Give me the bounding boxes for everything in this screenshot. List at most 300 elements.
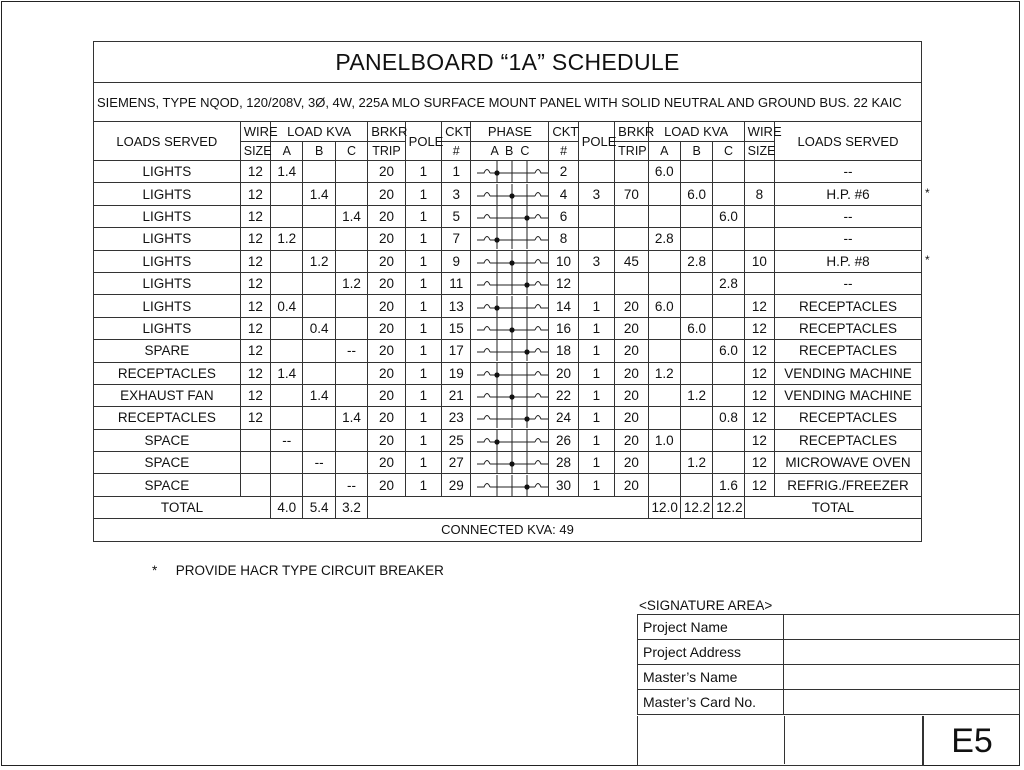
- circuit-row: [94, 228, 922, 250]
- left-wire-cell: 12: [240, 362, 270, 384]
- right-load-cell: RECEPTACLES: [775, 429, 922, 451]
- phase-diagram-cell: [471, 161, 549, 183]
- right-load-cell: RECEPTACLES: [775, 295, 922, 317]
- right-kva-a-cell: [648, 384, 680, 406]
- left-kva-a-cell: 1.4: [271, 362, 303, 384]
- phase-connection-icon: [474, 475, 551, 496]
- right-trip-cell: 20: [615, 474, 648, 496]
- right-pole-cell: [578, 272, 614, 294]
- right-wire-cell: [744, 205, 774, 227]
- right-ckt-cell: 24: [549, 407, 578, 429]
- circuit-row: [94, 384, 922, 406]
- header-load-kva-right: LOAD KVA: [648, 122, 744, 142]
- right-kva-a-cell: [648, 407, 680, 429]
- left-kva-a-cell: [271, 452, 303, 474]
- circuit-row: [94, 362, 922, 384]
- left-pole-cell: 1: [405, 317, 441, 339]
- left-kva-c-cell: [335, 161, 367, 183]
- phase-connection-icon: [474, 206, 551, 227]
- left-pole-cell: 1: [405, 362, 441, 384]
- left-wire-cell: 12: [240, 407, 270, 429]
- totals-spacer: [368, 496, 648, 518]
- right-wire-cell: 12: [744, 362, 774, 384]
- left-kva-a-cell: [271, 340, 303, 362]
- right-kva-c-cell: [713, 429, 744, 451]
- left-load-cell: LIGHTS: [94, 272, 241, 294]
- left-ckt-cell: 3: [442, 183, 471, 205]
- signature-area-title: <SIGNATURE AREA>: [639, 598, 773, 613]
- right-kva-a-cell: [648, 474, 680, 496]
- right-ckt-cell: 2: [549, 161, 578, 183]
- right-kva-c-cell: [713, 317, 744, 339]
- left-kva-a-cell: [271, 205, 303, 227]
- phase-diagram-cell: [471, 205, 549, 227]
- right-pole-cell: 3: [578, 183, 614, 205]
- footnote-mark: *: [152, 563, 158, 578]
- phase-connection-icon: [474, 184, 551, 205]
- left-pole-cell: 1: [405, 429, 441, 451]
- right-load-cell: RECEPTACLES: [775, 317, 922, 339]
- right-ckt-cell: 6: [549, 205, 578, 227]
- right-wire-cell: 12: [744, 452, 774, 474]
- circuit-row: [94, 272, 922, 294]
- left-load-cell: RECEPTACLES: [94, 407, 241, 429]
- phase-connection-icon: [474, 385, 551, 406]
- hacr-note-mark: *: [925, 253, 930, 268]
- right-kva-c-cell: [713, 295, 744, 317]
- left-trip-cell: 20: [368, 228, 405, 250]
- left-pole-cell: 1: [405, 452, 441, 474]
- signature-field-value[interactable]: [784, 640, 1020, 665]
- right-kva-b-cell: [680, 228, 712, 250]
- phase-connection-icon: [474, 452, 551, 473]
- right-kva-b-cell: [680, 429, 712, 451]
- right-wire-cell: [744, 161, 774, 183]
- left-load-cell: SPARE: [94, 340, 241, 362]
- right-load-cell: REFRIG./FREEZER: [775, 474, 922, 496]
- right-trip-cell: [615, 161, 648, 183]
- left-wire-cell: 12: [240, 340, 270, 362]
- left-wire-cell: 12: [240, 161, 270, 183]
- signature-field-label: Master’s Name: [638, 665, 784, 690]
- right-load-cell: --: [775, 272, 922, 294]
- left-wire-cell: [240, 429, 270, 451]
- phase-diagram-cell: [471, 295, 549, 317]
- signature-box: [637, 716, 923, 766]
- right-kva-a-cell: [648, 317, 680, 339]
- left-load-cell: EXHAUST FAN: [94, 384, 241, 406]
- signature-table: [637, 614, 1020, 715]
- left-pole-cell: 1: [405, 272, 441, 294]
- connected-kva: CONNECTED KVA: 49: [94, 519, 922, 541]
- header-load-kva-left: LOAD KVA: [271, 122, 368, 142]
- left-ckt-cell: 19: [442, 362, 471, 384]
- left-kva-a-cell: [271, 317, 303, 339]
- right-kva-a-cell: 6.0: [648, 295, 680, 317]
- left-kva-a-cell: [271, 384, 303, 406]
- left-kva-a-cell: [271, 474, 303, 496]
- right-wire-cell: 12: [744, 317, 774, 339]
- total-label-left: TOTAL: [94, 496, 271, 518]
- right-ckt-cell: 18: [549, 340, 578, 362]
- total-label-right: TOTAL: [744, 496, 921, 518]
- right-load-cell: RECEPTACLES: [775, 407, 922, 429]
- left-kva-b-cell: [303, 340, 335, 362]
- left-kva-c-cell: [335, 295, 367, 317]
- header-c-left: C: [335, 142, 367, 161]
- left-trip-cell: 20: [368, 407, 405, 429]
- footnote-text: PROVIDE HACR TYPE CIRCUIT BREAKER: [175, 563, 444, 578]
- left-wire-cell: 12: [240, 295, 270, 317]
- right-kva-a-cell: 1.0: [648, 429, 680, 451]
- header-ckt-left: CKT: [442, 122, 471, 142]
- left-trip-cell: 20: [368, 250, 405, 272]
- right-kva-b-cell: 6.0: [680, 183, 712, 205]
- right-kva-c-cell: 6.0: [713, 205, 744, 227]
- total-left-b: 5.4: [303, 496, 335, 518]
- left-kva-c-cell: 1.4: [335, 205, 367, 227]
- right-kva-b-cell: [680, 340, 712, 362]
- left-kva-b-cell: [303, 362, 335, 384]
- circuit-row: [94, 474, 922, 496]
- right-trip-cell: [615, 228, 648, 250]
- left-load-cell: SPACE: [94, 474, 241, 496]
- left-trip-cell: 20: [368, 340, 405, 362]
- signature-field-row: [638, 665, 1020, 690]
- signature-field-label: Project Address: [638, 640, 784, 665]
- left-trip-cell: 20: [368, 474, 405, 496]
- left-pole-cell: 1: [405, 250, 441, 272]
- right-trip-cell: 20: [615, 429, 648, 451]
- right-kva-c-cell: [713, 161, 744, 183]
- left-kva-c-cell: 1.2: [335, 272, 367, 294]
- left-kva-b-cell: [303, 474, 335, 496]
- left-kva-c-cell: [335, 183, 367, 205]
- right-kva-b-cell: [680, 161, 712, 183]
- right-load-cell: H.P. #6: [775, 183, 922, 205]
- header-loads-served-right: LOADS SERVED: [775, 122, 922, 161]
- header-a-left: A: [271, 142, 303, 161]
- left-kva-a-cell: 1.2: [271, 228, 303, 250]
- right-wire-cell: 12: [744, 384, 774, 406]
- right-pole-cell: [578, 161, 614, 183]
- right-pole-cell: 1: [578, 317, 614, 339]
- right-kva-c-cell: 6.0: [713, 340, 744, 362]
- sheet-number: E5: [923, 716, 1020, 766]
- right-ckt-cell: 12: [549, 272, 578, 294]
- signature-field-value[interactable]: [784, 665, 1020, 690]
- left-ckt-cell: 13: [442, 295, 471, 317]
- right-kva-c-cell: [713, 250, 744, 272]
- left-ckt-cell: 7: [442, 228, 471, 250]
- phase-connection-icon: [474, 407, 551, 428]
- phase-connection-icon: [474, 340, 551, 361]
- left-ckt-cell: 23: [442, 407, 471, 429]
- right-wire-cell: 12: [744, 407, 774, 429]
- phase-diagram-cell: [471, 183, 549, 205]
- right-kva-a-cell: 1.2: [648, 362, 680, 384]
- right-ckt-cell: 8: [549, 228, 578, 250]
- left-wire-cell: 12: [240, 228, 270, 250]
- phase-diagram-cell: [471, 384, 549, 406]
- phase-connection-icon: [474, 273, 551, 294]
- circuit-row: [94, 183, 922, 205]
- left-wire-cell: [240, 452, 270, 474]
- right-kva-c-cell: [713, 228, 744, 250]
- right-kva-a-cell: [648, 250, 680, 272]
- left-kva-c-cell: [335, 250, 367, 272]
- right-kva-c-cell: [713, 384, 744, 406]
- left-pole-cell: 1: [405, 205, 441, 227]
- right-ckt-cell: 4: [549, 183, 578, 205]
- right-ckt-cell: 22: [549, 384, 578, 406]
- left-kva-a-cell: --: [271, 429, 303, 451]
- schedule-title: PANELBOARD “1A” SCHEDULE: [94, 42, 922, 83]
- right-wire-cell: 12: [744, 429, 774, 451]
- right-wire-cell: 8: [744, 183, 774, 205]
- total-right-b: 12.2: [680, 496, 712, 518]
- header-pole-right: POLE: [578, 122, 614, 161]
- signature-field-value[interactable]: [784, 690, 1020, 715]
- left-ckt-cell: 29: [442, 474, 471, 496]
- phase-diagram-cell: [471, 362, 549, 384]
- header-trip-left: TRIP: [368, 142, 405, 161]
- right-kva-b-cell: 1.2: [680, 452, 712, 474]
- right-kva-c-cell: [713, 183, 744, 205]
- left-pole-cell: 1: [405, 161, 441, 183]
- right-kva-c-cell: 1.6: [713, 474, 744, 496]
- left-ckt-cell: 17: [442, 340, 471, 362]
- circuit-row: [94, 295, 922, 317]
- left-ckt-cell: 21: [442, 384, 471, 406]
- left-ckt-cell: 1: [442, 161, 471, 183]
- right-trip-cell: 20: [615, 452, 648, 474]
- circuit-row: [94, 429, 922, 451]
- circuit-row: [94, 407, 922, 429]
- totals-row: [94, 496, 922, 518]
- right-load-cell: VENDING MACHINE: [775, 384, 922, 406]
- left-pole-cell: 1: [405, 474, 441, 496]
- right-kva-b-cell: 2.8: [680, 250, 712, 272]
- right-trip-cell: 20: [615, 317, 648, 339]
- right-trip-cell: 20: [615, 340, 648, 362]
- phase-diagram-cell: [471, 340, 549, 362]
- right-pole-cell: 1: [578, 407, 614, 429]
- right-trip-cell: [615, 205, 648, 227]
- right-ckt-cell: 16: [549, 317, 578, 339]
- right-load-cell: RECEPTACLES: [775, 340, 922, 362]
- left-pole-cell: 1: [405, 340, 441, 362]
- right-trip-cell: [615, 272, 648, 294]
- right-ckt-cell: 28: [549, 452, 578, 474]
- right-wire-cell: 12: [744, 474, 774, 496]
- right-wire-cell: [744, 228, 774, 250]
- left-load-cell: LIGHTS: [94, 250, 241, 272]
- phase-connection-icon: [474, 318, 551, 339]
- left-pole-cell: 1: [405, 295, 441, 317]
- right-ckt-cell: 26: [549, 429, 578, 451]
- right-load-cell: --: [775, 161, 922, 183]
- circuit-row: [94, 161, 922, 183]
- header-phase: PHASE: [471, 122, 549, 142]
- left-load-cell: SPACE: [94, 429, 241, 451]
- right-trip-cell: 20: [615, 384, 648, 406]
- right-kva-b-cell: [680, 407, 712, 429]
- left-kva-b-cell: --: [303, 452, 335, 474]
- left-trip-cell: 20: [368, 161, 405, 183]
- right-trip-cell: 20: [615, 295, 648, 317]
- left-wire-cell: [240, 474, 270, 496]
- header-loads-served-left: LOADS SERVED: [94, 122, 241, 161]
- left-pole-cell: 1: [405, 384, 441, 406]
- right-load-cell: MICROWAVE OVEN: [775, 452, 922, 474]
- left-trip-cell: 20: [368, 205, 405, 227]
- left-kva-b-cell: 0.4: [303, 317, 335, 339]
- left-load-cell: RECEPTACLES: [94, 362, 241, 384]
- phase-connection-icon: [474, 363, 551, 384]
- right-kva-b-cell: 6.0: [680, 317, 712, 339]
- right-pole-cell: 1: [578, 362, 614, 384]
- phase-diagram-cell: [471, 452, 549, 474]
- left-kva-b-cell: [303, 161, 335, 183]
- left-kva-b-cell: [303, 407, 335, 429]
- left-ckt-cell: 25: [442, 429, 471, 451]
- signature-field-row: [638, 640, 1020, 665]
- right-pole-cell: 1: [578, 429, 614, 451]
- left-load-cell: LIGHTS: [94, 161, 241, 183]
- right-load-cell: --: [775, 228, 922, 250]
- right-kva-b-cell: [680, 474, 712, 496]
- left-kva-a-cell: [271, 183, 303, 205]
- left-kva-b-cell: [303, 228, 335, 250]
- left-load-cell: LIGHTS: [94, 205, 241, 227]
- right-trip-cell: 20: [615, 407, 648, 429]
- circuit-row: [94, 317, 922, 339]
- right-load-cell: H.P. #8: [775, 250, 922, 272]
- right-pole-cell: 1: [578, 295, 614, 317]
- header-pole-left: POLE: [405, 122, 441, 161]
- hacr-note-mark: *: [925, 185, 930, 200]
- header-brkr-left: BRKR: [368, 122, 405, 142]
- right-kva-c-cell: [713, 452, 744, 474]
- header-trip-right: TRIP: [615, 142, 648, 161]
- signature-field-label: Master’s Card No.: [638, 690, 784, 715]
- header-size-right: SIZE: [744, 142, 774, 161]
- left-pole-cell: 1: [405, 407, 441, 429]
- left-kva-c-cell: 1.4: [335, 407, 367, 429]
- phase-diagram-cell: [471, 272, 549, 294]
- left-kva-b-cell: [303, 272, 335, 294]
- right-pole-cell: [578, 205, 614, 227]
- right-trip-cell: 70: [615, 183, 648, 205]
- phase-connection-icon: [474, 161, 551, 182]
- circuit-row: [94, 250, 922, 272]
- left-kva-c-cell: --: [335, 340, 367, 362]
- left-load-cell: LIGHTS: [94, 317, 241, 339]
- right-load-cell: --: [775, 205, 922, 227]
- right-wire-cell: 12: [744, 295, 774, 317]
- circuit-row: [94, 452, 922, 474]
- left-trip-cell: 20: [368, 429, 405, 451]
- circuit-row: [94, 340, 922, 362]
- signature-field-value[interactable]: [784, 615, 1020, 640]
- right-kva-c-cell: [713, 362, 744, 384]
- left-kva-c-cell: [335, 228, 367, 250]
- left-trip-cell: 20: [368, 384, 405, 406]
- right-trip-cell: 45: [615, 250, 648, 272]
- right-wire-cell: 10: [744, 250, 774, 272]
- total-left-c: 3.2: [335, 496, 367, 518]
- left-kva-a-cell: [271, 272, 303, 294]
- right-wire-cell: 12: [744, 340, 774, 362]
- left-trip-cell: 20: [368, 183, 405, 205]
- left-load-cell: LIGHTS: [94, 228, 241, 250]
- right-kva-a-cell: [648, 183, 680, 205]
- signature-field-label: Project Name: [638, 615, 784, 640]
- phase-diagram-cell: [471, 474, 549, 496]
- left-kva-c-cell: [335, 317, 367, 339]
- left-trip-cell: 20: [368, 362, 405, 384]
- phase-diagram-cell: [471, 317, 549, 339]
- left-wire-cell: 12: [240, 384, 270, 406]
- right-kva-c-cell: 0.8: [713, 407, 744, 429]
- left-wire-cell: 12: [240, 250, 270, 272]
- right-kva-a-cell: 6.0: [648, 161, 680, 183]
- header-brkr-right: BRKR: [615, 122, 648, 142]
- left-ckt-cell: 15: [442, 317, 471, 339]
- total-right-a: 12.0: [648, 496, 680, 518]
- right-kva-a-cell: [648, 205, 680, 227]
- right-ckt-cell: 20: [549, 362, 578, 384]
- circuit-row: [94, 205, 922, 227]
- total-right-c: 12.2: [713, 496, 744, 518]
- right-trip-cell: 20: [615, 362, 648, 384]
- header-ckt-right: CKT: [549, 122, 578, 142]
- header-b-right: B: [680, 142, 712, 161]
- total-left-a: 4.0: [271, 496, 303, 518]
- panel-description: SIEMENS, TYPE NQOD, 120/208V, 3Ø, 4W, 225A MLO SURFACE MOUNT PANEL WITH SOLID NEUTRAL AND GROUND BUS. 22 KAIC: [94, 83, 922, 122]
- right-kva-a-cell: [648, 452, 680, 474]
- right-kva-b-cell: [680, 362, 712, 384]
- header-num-right: #: [549, 142, 578, 161]
- right-kva-a-cell: [648, 340, 680, 362]
- right-kva-a-cell: 2.8: [648, 228, 680, 250]
- left-wire-cell: 12: [240, 317, 270, 339]
- left-pole-cell: 1: [405, 183, 441, 205]
- left-wire-cell: 12: [240, 205, 270, 227]
- left-load-cell: SPACE: [94, 452, 241, 474]
- right-kva-b-cell: 1.2: [680, 384, 712, 406]
- panelboard-schedule-table: [93, 41, 922, 542]
- right-kva-a-cell: [648, 272, 680, 294]
- left-kva-a-cell: [271, 250, 303, 272]
- phase-diagram-cell: [471, 228, 549, 250]
- right-pole-cell: 1: [578, 340, 614, 362]
- left-kva-c-cell: [335, 384, 367, 406]
- header-phase-abc: A B C: [471, 142, 549, 161]
- phase-connection-icon: [474, 228, 551, 249]
- left-kva-b-cell: [303, 295, 335, 317]
- right-pole-cell: 1: [578, 384, 614, 406]
- left-kva-b-cell: [303, 429, 335, 451]
- right-ckt-cell: 10: [549, 250, 578, 272]
- right-kva-b-cell: [680, 272, 712, 294]
- left-kva-c-cell: [335, 362, 367, 384]
- phase-connection-icon: [474, 430, 551, 451]
- right-kva-b-cell: [680, 295, 712, 317]
- left-wire-cell: 12: [240, 183, 270, 205]
- right-pole-cell: [578, 228, 614, 250]
